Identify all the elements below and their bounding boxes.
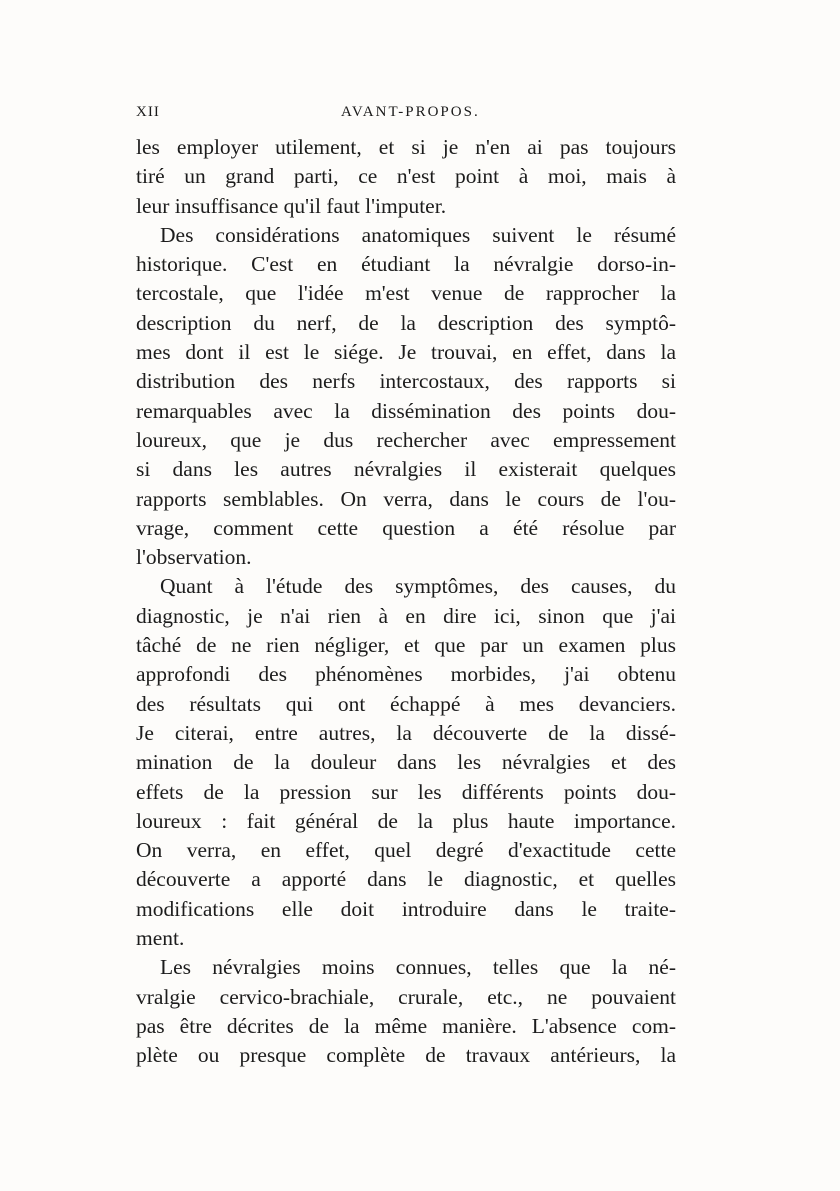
text-line: modifications elle doit introduire dans le traite- — [136, 896, 676, 921]
body-text — [136, 133, 676, 1071]
text-line: On verra, en effet, quel degré d'exactitude cette — [136, 838, 676, 863]
running-title: AVANT-PROPOS. — [341, 104, 480, 120]
text-line: vrage, comment cette question a été résolue par — [136, 515, 676, 540]
text-line: mination de la douleur dans les névralgies et des — [136, 750, 676, 775]
text-line: description du nerf, de la description des symptô- — [136, 310, 676, 335]
text-line: historique. C'est en étudiant la névralgie dorso-in- — [136, 252, 676, 277]
page-header — [136, 104, 676, 128]
text-line: ment. — [136, 926, 185, 951]
text-line: si dans les autres névralgies il existerait quelques — [136, 457, 676, 482]
text-line: leur insuffisance qu'il faut l'imputer. — [136, 193, 447, 218]
text-line: pas être décrites de la même manière. L'absence com- — [136, 1013, 676, 1038]
text-line: tercostale, que l'idée m'est venue de rapprocher la — [136, 281, 676, 306]
text-line: diagnostic, je n'ai rien à en dire ici, sinon que j'ai — [136, 603, 676, 628]
text-line: découverte a apporté dans le diagnostic, et quelles — [136, 867, 676, 892]
text-line: des résultats qui ont échappé à mes devanciers. — [136, 691, 676, 716]
text-line: loureux, que je dus rechercher avec empressement — [136, 427, 676, 452]
text-line: approfondi des phénomènes morbides, j'ai obtenu — [136, 662, 676, 687]
text-line: distribution des nerfs intercostaux, des rapports si — [136, 369, 676, 394]
text-line: loureux : fait général de la plus haute importance. — [136, 808, 676, 833]
text-line: Les névralgies moins connues, telles que la né- — [160, 955, 676, 980]
text-line: Quant à l'étude des symptômes, des causes, du — [160, 574, 676, 599]
text-line: vralgie cervico-brachiale, crurale, etc., ne pouvaient — [136, 984, 676, 1009]
text-line: plète ou presque complète de travaux antérieurs, la — [136, 1043, 676, 1068]
text-line: rapports semblables. On verra, dans le cours de l'ou- — [136, 486, 676, 511]
page-number: XII — [136, 104, 160, 120]
text-line: remarquables avec la dissémination des points dou- — [136, 398, 676, 423]
text-line: Je citerai, entre autres, la découverte de la dissé- — [136, 720, 676, 745]
text-line: les employer utilement, et si je n'en ai pas toujours — [136, 135, 676, 159]
text-line: tâché de ne rien négliger, et que par un examen plus — [136, 633, 676, 658]
text-line: Des considérations anatomiques suivent le résumé — [160, 222, 676, 247]
text-line: mes dont il est le siége. Je trouvai, en effet, dans la — [136, 340, 676, 365]
text-line: l'observation. — [136, 545, 252, 570]
text-line: tiré un grand parti, ce n'est point à moi, mais à — [136, 164, 676, 189]
text-line: effets de la pression sur les différents points dou- — [136, 779, 676, 804]
